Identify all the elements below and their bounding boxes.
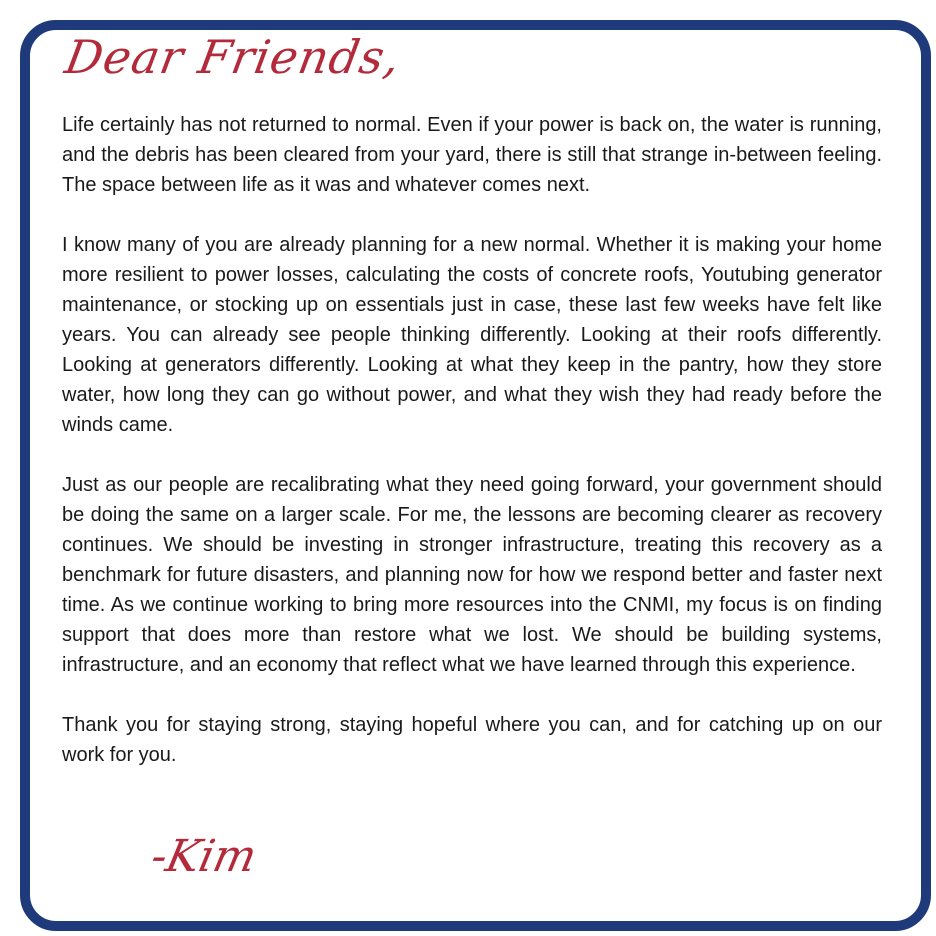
paragraph-2: I know many of you are already planning for a new normal. Whether it is making your home more resilient to power losses, calculating the costs of concrete roofs, Youtubing generator maintenance, or stocking up on essentials just in case, these last few weeks have felt like years. You can already see people thinking differently. Looking at their roofs differently. Looking at generators differently. Looking at what they keep in the pantry, how they store water, how long they can go without power, and what they wish they had ready before the winds came. — [62, 234, 882, 436]
signature: -Kim — [146, 831, 262, 882]
salutation: Dear Friends, — [61, 30, 406, 84]
paragraph-1: Life certainly has not returned to normal. Even if your power is back on, the water is running, and the debris has been cleared from your yard, there is still that strange in-between feeling. The space between life as it was and whatever comes next. — [62, 114, 882, 196]
paragraph-3: Just as our people are recalibrating what they need going forward, your government should be doing the same on a larger scale. For me, the lessons are becoming clearer as recovery continues. We should be investing in stronger infrastructure, treating this recovery as a benchmark for future disasters, and planning now for how we respond better and faster next time. As we continue working to bring more resources into the CNMI, my focus is on finding support that does more than restore what we lost. We should be building systems, infrastructure, and an economy that reflect what we have learned through this experience. — [62, 474, 882, 676]
letter-body — [62, 110, 882, 800]
paragraph-4: Thank you for staying strong, staying hopeful where you can, and for catching up on our work for you. — [62, 714, 882, 766]
